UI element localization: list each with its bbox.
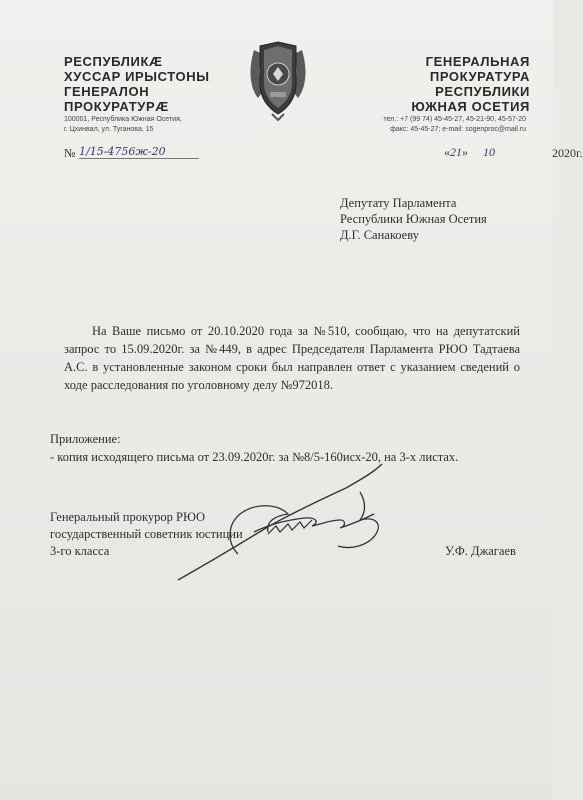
header-left-address bbox=[64, 115, 214, 135]
body-paragraph: На Ваше письмо от 20.10.2020 года за №510, сообщаю, что на депутатский запрос то 15.09.2020г. за №449, в адрес Председателя Парламента РЮО Тадтаева А.С. в установленные законом сроки был направлен ответ с указанием сведений о ходе расследования по уголовному делу №972018. bbox=[64, 324, 520, 392]
header-right-line: ЮЖНАЯ ОСЕТИЯ bbox=[411, 99, 530, 114]
appendix-block bbox=[50, 430, 520, 466]
header-right-line: ПРОКУРАТУРА bbox=[429, 69, 530, 84]
letter-body bbox=[64, 322, 520, 394]
date-month: 10 bbox=[483, 145, 495, 159]
contact-line: факс: 45-45-27; e-mail: sogenproc@mail.ru bbox=[390, 126, 526, 133]
number-label: № bbox=[64, 146, 76, 160]
date-year: 2020г. bbox=[552, 146, 583, 160]
reference-line bbox=[64, 145, 583, 166]
address-line: г. Цхинвал, ул. Туганова, 15 bbox=[64, 126, 154, 133]
address-line: 100001, Республика Южная Осетия, bbox=[64, 116, 182, 123]
signer-position-line: государственный советник юстиции bbox=[50, 527, 243, 541]
header-ossetian bbox=[64, 54, 234, 114]
header-left-line: ГЕНЕРАЛОН bbox=[64, 84, 150, 99]
handwritten-signature bbox=[170, 462, 400, 590]
header-left-line: ХУССАР ИРЫСТОНЫ bbox=[64, 69, 210, 84]
outgoing-number: 1/15-4756ж-20 bbox=[79, 145, 199, 159]
signer-position-line: 3-го класса bbox=[50, 544, 110, 558]
addressee-line: Депутату Парламента bbox=[340, 196, 457, 210]
date-handwritten: «21» 10 bbox=[444, 145, 495, 159]
prosecutor-emblem-icon bbox=[246, 40, 310, 122]
contact-line: тел.: +7 (99 74) 45-45-27, 45-21-90, 45-57-20 bbox=[383, 116, 526, 123]
header-left-line: РЕСПУБЛИКÆ bbox=[64, 54, 163, 69]
header-right-line: РЕСПУБЛИКИ bbox=[435, 84, 530, 99]
addressee-block bbox=[340, 195, 487, 243]
header-left-line: ПРОКУРАТУРÆ bbox=[64, 99, 169, 114]
appendix-title: Приложение: bbox=[50, 432, 121, 446]
header-right-line: ГЕНЕРАЛЬНАЯ bbox=[425, 54, 530, 69]
appendix-item: - копия исходящего письма от 23.09.2020г. за №8/5-160исх-20, на 3-х листах. bbox=[50, 450, 459, 464]
addressee-line: Д.Г. Санакоеву bbox=[340, 228, 419, 242]
header-russian bbox=[360, 54, 530, 114]
date-day: 21 bbox=[450, 145, 462, 159]
addressee-line: Республики Южная Осетия bbox=[340, 212, 487, 226]
signer-position-line: Генеральный прокурор РЮО bbox=[50, 510, 205, 524]
header-right-contacts bbox=[340, 115, 526, 135]
signer-name: У.Ф. Джагаев bbox=[445, 544, 516, 558]
